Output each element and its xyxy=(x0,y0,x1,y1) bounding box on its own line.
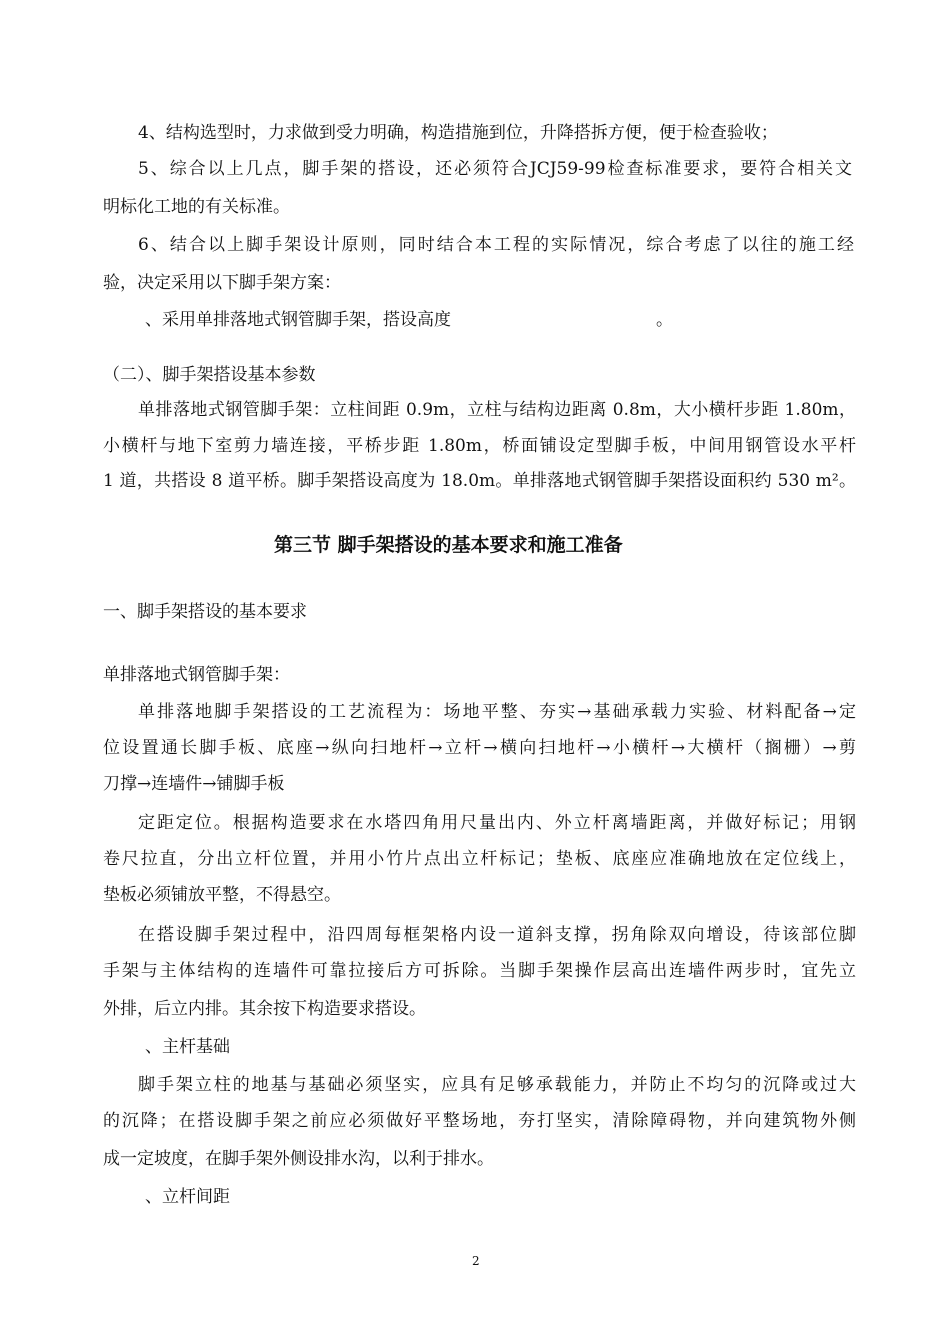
item-title: 、主杆基础 xyxy=(145,1037,230,1057)
paragraph-line: 、采用单排落地式钢管脚手架，搭设高度 xyxy=(145,310,451,330)
paragraph-line: 单排落地式钢管脚手架：立柱间距 0.9m，立柱与结构边距离 0.8m，大小横杆步距 1.80m， xyxy=(138,400,856,420)
paragraph-line: 垫板必须铺放平整，不得悬空。 xyxy=(103,885,341,905)
paragraph-line: 6、结合以上脚手架设计原则，同时结合本工程的实际情况，综合考虑了以往的施工经 xyxy=(138,235,854,255)
paragraph-line: 卷尺拉直，分出立杆位置，并用小竹片点出立杆标记；垫板、底座应准确地放在定位线上， xyxy=(103,849,856,869)
paragraph-line: 1 道，共搭设 8 道平桥。脚手架搭设高度为 18.0m。单排落地式钢管脚手架搭设面积约 530 m²。 xyxy=(103,471,856,491)
paragraph-line: 在搭设脚手架过程中，沿四周每框架格内设一道斜支撑，拐角除双向增设，待该部位脚 xyxy=(138,925,856,945)
paragraph-line: 5、综合以上几点，脚手架的搭设，还必须符合JCJ59-99检查标准要求，要符合相关文 xyxy=(138,159,852,179)
paragraph-line: 明标化工地的有关标准。 xyxy=(103,197,290,217)
paragraph-line: 单排落地式钢管脚手架： xyxy=(103,665,290,685)
item-title: 、立杆间距 xyxy=(145,1187,230,1207)
paragraph-line: 脚手架立柱的地基与基础必须坚实，应具有足够承载能力，并防止不均匀的沉降或过大 xyxy=(138,1075,856,1095)
paragraph-line: 手架与主体结构的连墙件可靠拉接后方可拆除。当脚手架操作层高出连墙件两步时，宜先立 xyxy=(103,961,856,981)
paragraph-line: 位设置通长脚手板、底座→纵向扫地杆→立杆→横向扫地杆→小横杆→大横杆（搁栅）→剪 xyxy=(103,738,856,758)
paragraph-line: 成一定坡度，在脚手架外侧设排水沟，以利于排水。 xyxy=(103,1149,494,1169)
paragraph-line: 的沉降；在搭设脚手架之前应必须做好平整场地，夯打坚实，清除障碍物，并向建筑物外侧 xyxy=(103,1111,856,1131)
paragraph-line: 验，决定采用以下脚手架方案： xyxy=(103,273,341,293)
subsection-title: 一、脚手架搭设的基本要求 xyxy=(103,602,307,622)
paragraph-line: 定距定位。根据构造要求在水塔四角用尺量出内、外立杆离墙距离，并做好标记；用钢 xyxy=(138,813,856,833)
paragraph-line: 4、结构选型时，力求做到受力明确，构造措施到位，升降搭拆方便，便于检查验收； xyxy=(138,123,778,143)
section-heading: 第三节 脚手架搭设的基本要求和施工准备 xyxy=(274,534,623,556)
page-number: 2 xyxy=(472,1254,480,1268)
paragraph-line: 。 xyxy=(656,310,673,330)
paragraph-line: 刀撑→连墙件→铺脚手板 xyxy=(103,774,285,794)
paragraph-line: 小横杆与地下室剪力墙连接，平桥步距 1.80m，桥面铺设定型脚手板，中间用钢管设水平杆 xyxy=(103,436,856,456)
section-subtitle: （二）、脚手架搭设基本参数 xyxy=(103,365,316,385)
paragraph-line: 外排，后立内排。其余按下构造要求搭设。 xyxy=(103,999,426,1019)
paragraph-line: 单排落地脚手架搭设的工艺流程为：场地平整、夯实→基础承载力实验、材料配备→定 xyxy=(138,702,856,722)
